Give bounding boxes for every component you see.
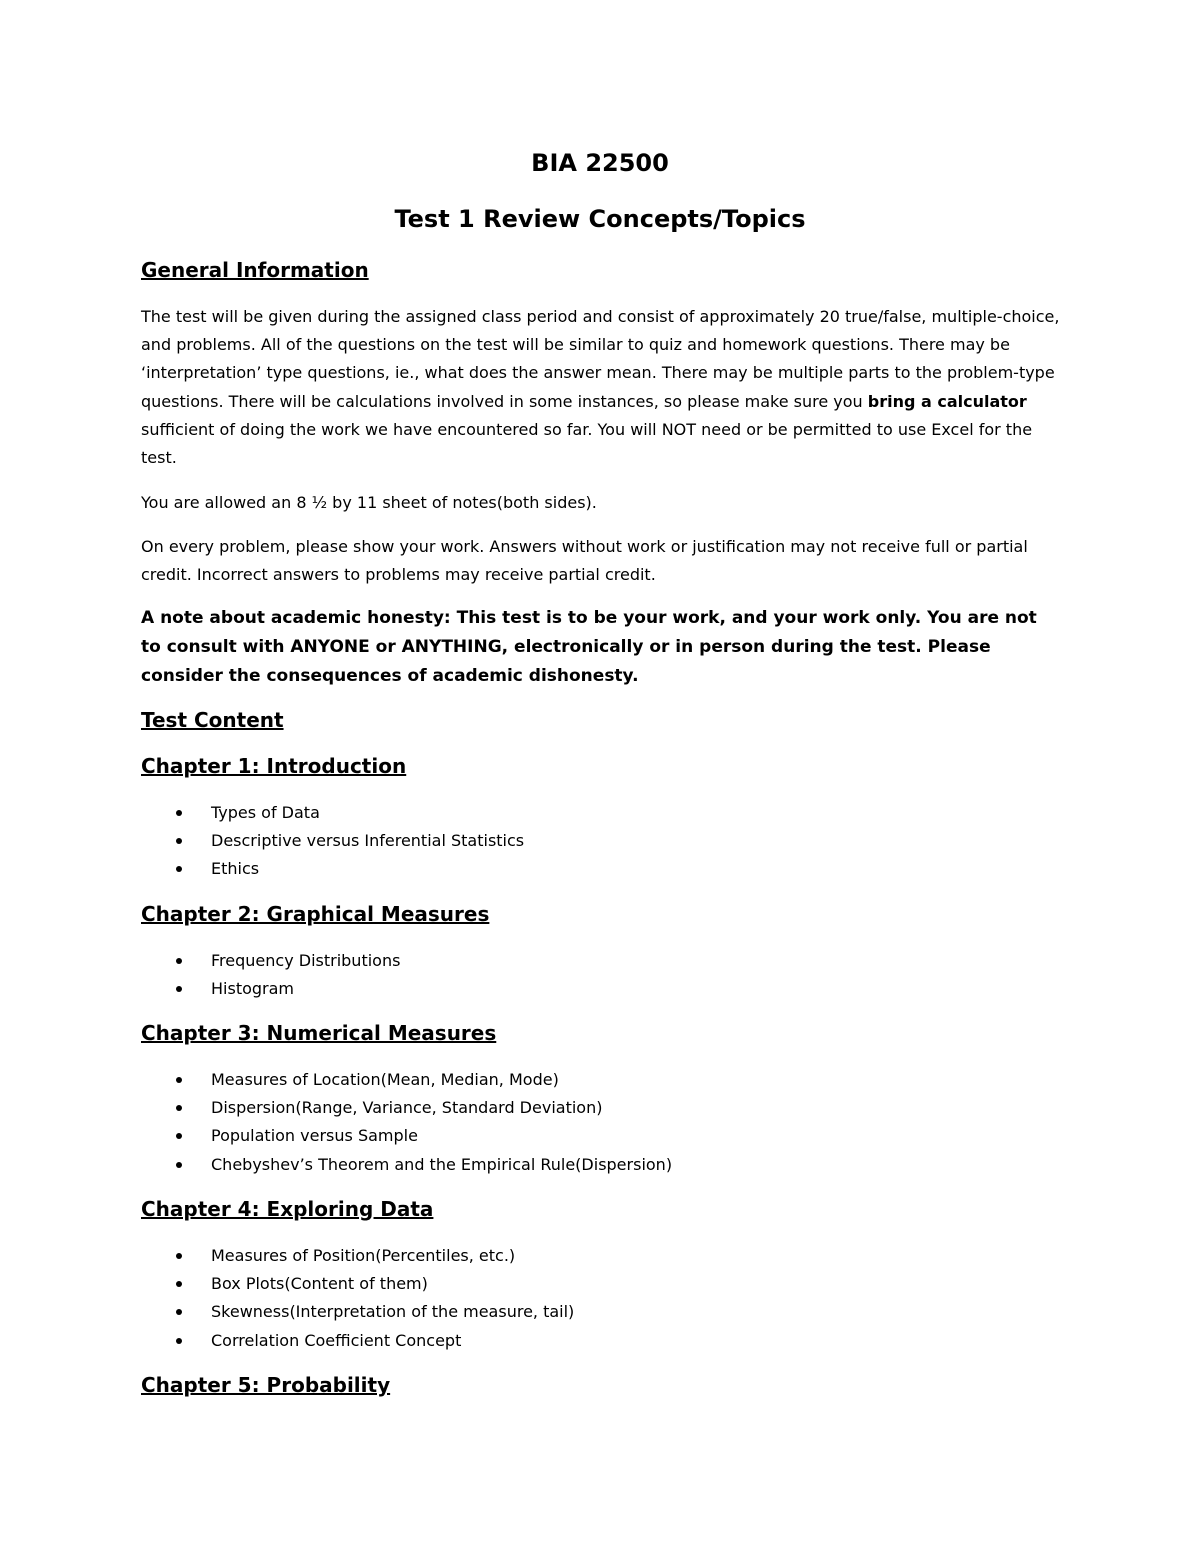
- bullet-icon: [176, 866, 182, 872]
- bullet-icon: [176, 1281, 182, 1287]
- calculator-emphasis: bring a calculator: [867, 391, 1027, 411]
- chapter-2-topic-list: [170, 947, 400, 1003]
- bullet-icon: [176, 1077, 182, 1083]
- list-item: Chebyshev’s Theorem and the Empirical Rule(Dispersion): [170, 1151, 672, 1179]
- general-info-paragraph-1: [141, 303, 1061, 472]
- list-item: Histogram: [170, 975, 400, 1003]
- chapter-1-heading: Chapter 1: Introduction: [141, 754, 407, 778]
- chapter-3-heading: Chapter 3: Numerical Measures: [141, 1021, 497, 1045]
- bullet-icon: [176, 810, 182, 816]
- general-information-heading: General Information: [141, 258, 369, 282]
- bullet-icon: [176, 1133, 182, 1139]
- list-item: Correlation Coefficient Concept: [170, 1327, 574, 1355]
- list-item: Skewness(Interpretation of the measure, tail): [170, 1298, 574, 1326]
- chapter-5-heading: Chapter 5: Probability: [141, 1373, 391, 1397]
- bullet-icon: [176, 1253, 182, 1259]
- show-work-paragraph: On every problem, please show your work. Answers without work or justification may not receive full or partial credit. Incorrect answers to problems may receive partial credit.: [141, 537, 1028, 585]
- bullet-icon: [176, 838, 182, 844]
- test-content-heading: Test Content: [141, 708, 284, 732]
- list-item: Measures of Location(Mean, Median, Mode): [170, 1066, 672, 1094]
- paragraph-text: The test will be given during the assigned class period and consist of approximately 20 true/false, multiple-choice, and problems. All of the questions on the test will be similar to quiz and homework questions. There may be ‘interpretation’ type questions, ie., what does the answer mean. There may be multiple parts to the problem-type questions. There will be calculations involved in some instances, so please make sure you: [141, 307, 1060, 411]
- list-item: Descriptive versus Inferential Statistics: [170, 827, 524, 855]
- list-item: Box Plots(Content of them): [170, 1270, 574, 1298]
- list-item: Measures of Position(Percentiles, etc.): [170, 1242, 574, 1270]
- chapter-4-topic-list: [170, 1242, 574, 1355]
- bullet-icon: [176, 1309, 182, 1315]
- bullet-icon: [176, 986, 182, 992]
- list-item: Ethics: [170, 855, 524, 883]
- list-item: Frequency Distributions: [170, 947, 400, 975]
- bullet-icon: [176, 1162, 182, 1168]
- chapter-4-heading: Chapter 4: Exploring Data: [141, 1197, 434, 1221]
- list-item: Dispersion(Range, Variance, Standard Deviation): [170, 1094, 672, 1122]
- list-item: Types of Data: [170, 799, 524, 827]
- bullet-icon: [176, 1105, 182, 1111]
- bullet-icon: [176, 1338, 182, 1344]
- paragraph-text: sufficient of doing the work we have encountered so far. You will NOT need or be permitted to use Excel for the test.: [141, 419, 1033, 468]
- document-subtitle: Test 1 Review Concepts/Topics: [394, 205, 806, 233]
- document-title: BIA 22500: [531, 149, 669, 177]
- list-item: Population versus Sample: [170, 1122, 672, 1150]
- chapter-3-topic-list: [170, 1066, 672, 1179]
- chapter-2-heading: Chapter 2: Graphical Measures: [141, 902, 490, 926]
- academic-honesty-paragraph: A note about academic honesty: This test is to be your work, and your work only. You are not to consult with ANYONE or ANYTHING, electronically or in person during the test. Please consider the consequences of academic dishonesty.: [141, 608, 1037, 686]
- chapter-1-topic-list: [170, 799, 524, 884]
- notes-allowance-paragraph: You are allowed an 8 ½ by 11 sheet of notes(both sides).: [141, 493, 597, 512]
- bullet-icon: [176, 958, 182, 964]
